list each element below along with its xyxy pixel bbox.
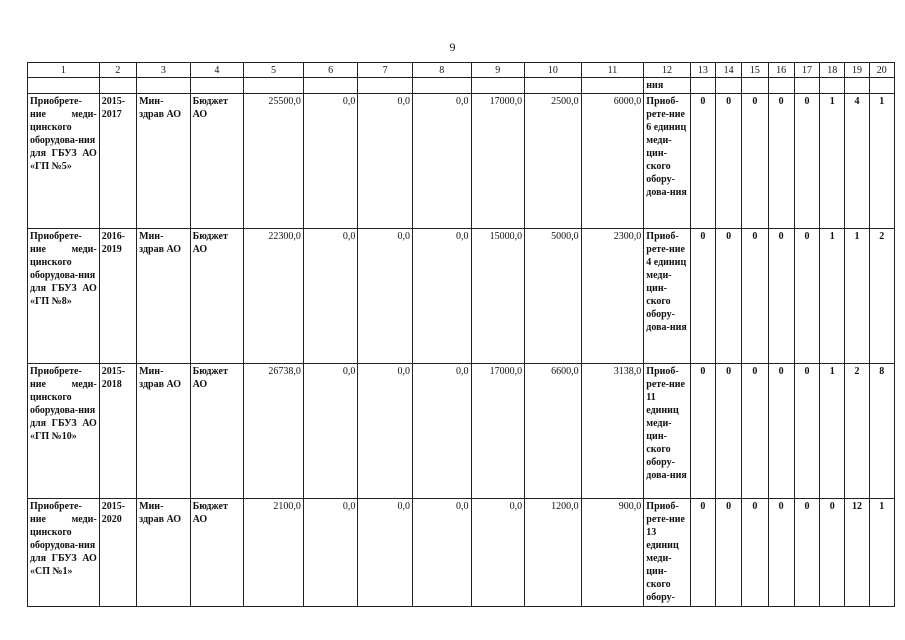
period-cell: 2015-2017 xyxy=(99,94,136,229)
amount-cell: 2300,0 xyxy=(581,229,644,364)
executor-cell: Мин-здрав АО xyxy=(137,499,191,607)
indicator-cell: 0 xyxy=(794,229,819,364)
result-description: Приоб-рете-ние 11 единиц меди-цин-ского обору-дова-ния xyxy=(644,364,690,499)
amount-cell: 17000,0 xyxy=(471,364,525,499)
indicator-cell: 0 xyxy=(768,364,794,499)
indicator-cell: 1 xyxy=(820,229,845,364)
amount-cell: 0,0 xyxy=(303,94,358,229)
funding-source-cell: Бюджет АО xyxy=(190,499,244,607)
indicator-cell: 0 xyxy=(690,499,715,607)
period-cell: 2016-2019 xyxy=(99,229,136,364)
column-header: 15 xyxy=(742,63,768,78)
indicator-cell: 0 xyxy=(742,364,768,499)
indicator-cell: 0 xyxy=(794,94,819,229)
amount-cell: 0,0 xyxy=(471,499,525,607)
indicator-cell: 0 xyxy=(768,499,794,607)
column-header: 11 xyxy=(581,63,644,78)
amount-cell: 0,0 xyxy=(303,364,358,499)
amount-cell: 0,0 xyxy=(303,499,358,607)
indicator-cell: 1 xyxy=(820,94,845,229)
indicator-cell: 0 xyxy=(716,94,742,229)
amount-cell: 0,0 xyxy=(412,94,471,229)
measure-name: Приобрете-ние меди-цинского оборудова-ния для ГБУЗ АО «ГП №10» xyxy=(28,364,100,499)
indicator-cell: 1 xyxy=(869,94,894,229)
period-cell: 2015-2018 xyxy=(99,364,136,499)
indicator-cell: 0 xyxy=(742,499,768,607)
indicator-cell: 1 xyxy=(820,364,845,499)
column-header: 2 xyxy=(99,63,136,78)
column-header: 20 xyxy=(869,63,894,78)
column-number-row xyxy=(28,63,895,78)
amount-cell: 0,0 xyxy=(303,229,358,364)
measure-name: Приобрете-ние меди-цинского оборудова-ния для ГБУЗ АО «ГП №5» xyxy=(28,94,100,229)
amount-cell: 0,0 xyxy=(358,364,413,499)
amount-cell: 0,0 xyxy=(412,364,471,499)
measure-name: Приобрете-ние меди-цинского оборудова-ния для ГБУЗ АО «СП №1» xyxy=(28,499,100,607)
amount-cell: 0,0 xyxy=(412,499,471,607)
indicator-cell: 4 xyxy=(845,94,869,229)
indicator-cell: 8 xyxy=(869,364,894,499)
column-header: 13 xyxy=(690,63,715,78)
amount-cell: 6000,0 xyxy=(581,94,644,229)
funding-source-cell: Бюджет АО xyxy=(190,229,244,364)
indicator-cell: 0 xyxy=(794,364,819,499)
column-header: 4 xyxy=(190,63,244,78)
column-header: 5 xyxy=(244,63,304,78)
amount-cell: 6600,0 xyxy=(525,364,582,499)
indicator-cell: 2 xyxy=(845,364,869,499)
amount-cell: 0,0 xyxy=(358,94,413,229)
continuation-text: ния xyxy=(644,78,690,94)
indicator-cell: 0 xyxy=(690,229,715,364)
continuation-row xyxy=(28,78,895,94)
table-row xyxy=(28,94,895,229)
page-number: 9 xyxy=(449,40,456,54)
indicator-cell: 0 xyxy=(794,499,819,607)
amount-cell: 2100,0 xyxy=(244,499,304,607)
indicator-cell: 0 xyxy=(742,94,768,229)
indicator-cell: 0 xyxy=(716,499,742,607)
column-header: 8 xyxy=(412,63,471,78)
amount-cell: 15000,0 xyxy=(471,229,525,364)
period-cell: 2015-2020 xyxy=(99,499,136,607)
indicator-cell: 0 xyxy=(768,229,794,364)
column-header: 12 xyxy=(644,63,690,78)
amount-cell: 5000,0 xyxy=(525,229,582,364)
column-header: 14 xyxy=(716,63,742,78)
table-row xyxy=(28,364,895,499)
indicator-cell: 0 xyxy=(690,364,715,499)
column-header: 6 xyxy=(303,63,358,78)
funding-source-cell: Бюджет АО xyxy=(190,364,244,499)
executor-cell: Мин-здрав АО xyxy=(137,94,191,229)
amount-cell: 0,0 xyxy=(358,499,413,607)
amount-cell: 0,0 xyxy=(358,229,413,364)
column-header: 17 xyxy=(794,63,819,78)
amount-cell: 3138,0 xyxy=(581,364,644,499)
table-row xyxy=(28,229,895,364)
column-header: 9 xyxy=(471,63,525,78)
column-header: 7 xyxy=(358,63,413,78)
indicator-cell: 1 xyxy=(845,229,869,364)
amount-cell: 25500,0 xyxy=(244,94,304,229)
table-row xyxy=(28,499,895,607)
funding-source-cell: Бюджет АО xyxy=(190,94,244,229)
amount-cell: 900,0 xyxy=(581,499,644,607)
executor-cell: Мин-здрав АО xyxy=(137,364,191,499)
indicator-cell: 0 xyxy=(742,229,768,364)
amount-cell: 0,0 xyxy=(412,229,471,364)
indicator-cell: 12 xyxy=(845,499,869,607)
amount-cell: 26738,0 xyxy=(244,364,304,499)
column-header: 18 xyxy=(820,63,845,78)
indicator-cell: 2 xyxy=(869,229,894,364)
indicator-cell: 0 xyxy=(768,94,794,229)
amount-cell: 17000,0 xyxy=(471,94,525,229)
result-description: Приоб-рете-ние 6 единиц меди-цин-ского обору-дова-ния xyxy=(644,94,690,229)
program-table xyxy=(27,62,895,607)
indicator-cell: 0 xyxy=(716,229,742,364)
amount-cell: 2500,0 xyxy=(525,94,582,229)
indicator-cell: 1 xyxy=(869,499,894,607)
result-description: Приоб-рете-ние 13 единиц меди-цин-ского обору- xyxy=(644,499,690,607)
column-header: 1 xyxy=(28,63,100,78)
column-header: 3 xyxy=(137,63,191,78)
column-header: 10 xyxy=(525,63,582,78)
executor-cell: Мин-здрав АО xyxy=(137,229,191,364)
indicator-cell: 0 xyxy=(820,499,845,607)
column-header: 16 xyxy=(768,63,794,78)
column-header: 19 xyxy=(845,63,869,78)
measure-name: Приобрете-ние меди-цинского оборудова-ния для ГБУЗ АО «ГП №8» xyxy=(28,229,100,364)
amount-cell: 1200,0 xyxy=(525,499,582,607)
indicator-cell: 0 xyxy=(690,94,715,229)
result-description: Приоб-рете-ние 4 единиц меди-цин-ского обору-дова-ния xyxy=(644,229,690,364)
indicator-cell: 0 xyxy=(716,364,742,499)
amount-cell: 22300,0 xyxy=(244,229,304,364)
